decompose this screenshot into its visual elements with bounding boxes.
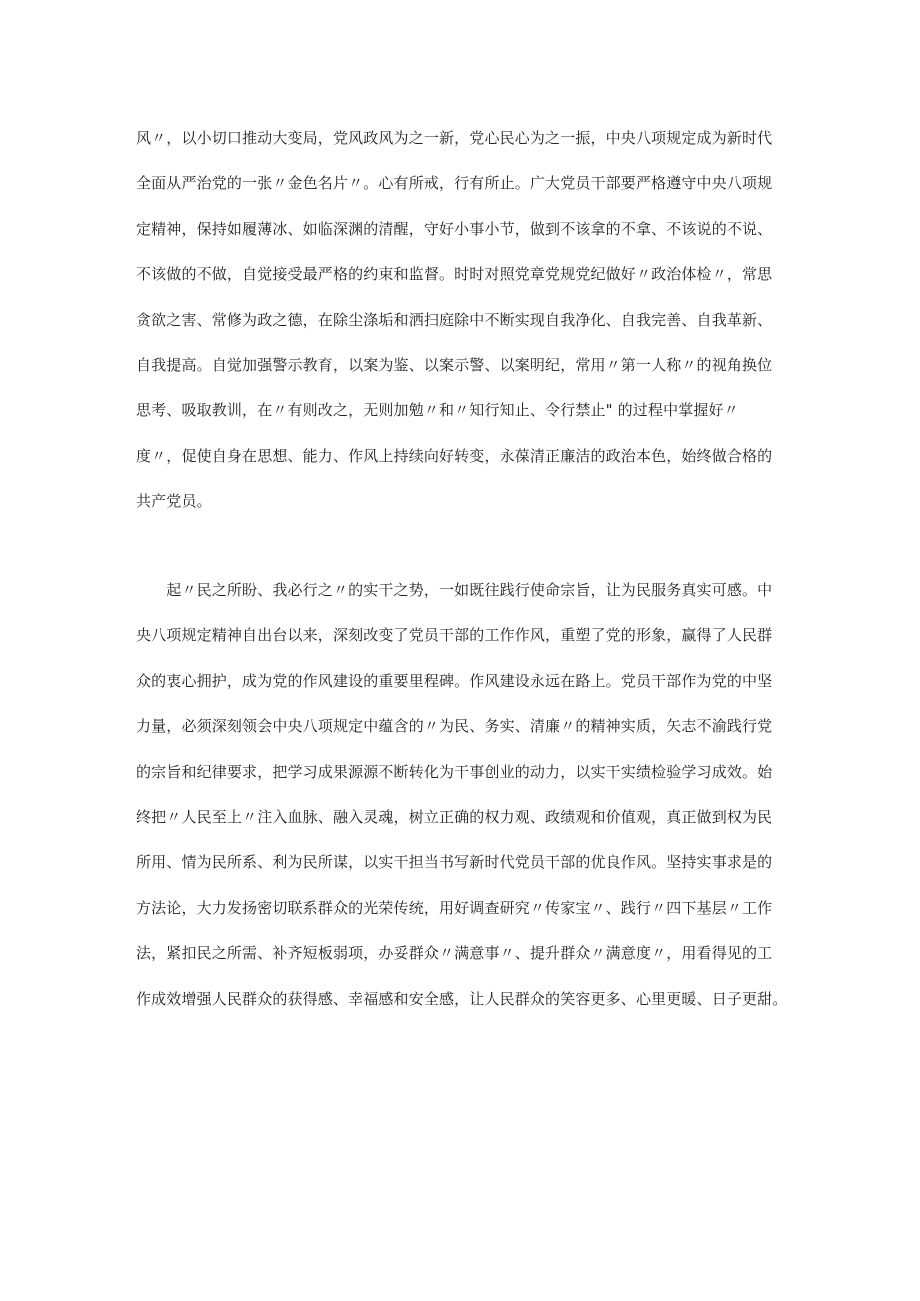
paragraph-line: 度〃，促使自身在思想、能力、作风上持续向好转变，永葆清正廉洁的政治本色，始终做合格的 [136,446,773,465]
paragraph-line: 自我提高。自觉加强警示教育，以案为鉴、以案示警、以案明纪，常用〃第一人称〃的视角换位 [136,355,773,374]
paragraph-line: 风〃，以小切口推动大变局，党风政风为之一新，党心民心为之一振，中央八项规定成为新时代 [136,129,773,147]
paragraph-1 [136,116,801,525]
paragraph-line: 起〃民之所盼、我必行之〃的实干之势，一如既往践行使命宗旨，让为民服务真实可感。中 [136,581,773,599]
paragraph-line: 共产党员。 [136,492,212,511]
paragraph-2 [136,568,801,1022]
paragraph-line: 央八项规定精神自出台以来，深刻改变了党员干部的工作作风，重塑了党的形象，赢得了人民群 [136,626,773,645]
paragraph-line: 终把〃人民至上〃注入血脉、融入灵魂，树立正确的权力观、政绩观和价值观，真正做到权为民 [136,807,773,826]
paragraph-line: 法，紧扣民之所需、补齐短板弱项，办妥群众〃满意事〃、提升群众〃满意度〃，用看得见的工 [136,944,773,963]
paragraph-line: 力量，必须深刻领会中央八项规定中蕴含的〃为民、务实、清廉〃的精神实质，矢志不渝践行党 [136,717,773,736]
paragraph-line: 方法论，大力发扬密切联系群众的光荣传统，用好调查研究〃传家宝〃、践行〃四下基层〃工作 [136,898,773,917]
paragraph-line: 众的衷心拥护，成为党的作风建设的重要里程碑。作风建设永远在路上。党员干部作为党的中坚 [136,671,773,690]
paragraph-line: 思考、吸取教训，在〃有则改之，无则加勉〃和〃知行知止、令行禁止" 的过程中掌握好〃 [136,401,739,420]
paragraph-line: 所用、情为民所系、利为民所谋，以实干担当书写新时代党员干部的优良作风。坚持实事求是的 [136,853,773,872]
paragraph-line: 不该做的不做，自觉接受最严格的约束和监督。时时对照党章党规党纪做好〃政治体检〃，常思 [136,265,773,284]
paragraph-line: 作成效增强人民群众的获得感、幸福感和安全感，让人民群众的笑容更多、心里更暖、日子更甜。 [136,989,788,1008]
paragraph-line: 全面从严治党的一张〃金色名片〃。心有所戒，行有所止。广大党员干部要严格遵守中央八项规 [136,174,773,193]
paragraph-line: 贪欲之害、常修为政之德，在除尘涤垢和洒扫庭除中不断实现自我净化、自我完善、自我革新、 [136,310,773,329]
paragraph-line: 定精神，保持如履薄冰、如临深渊的清醒，守好小事小节，做到不该拿的不拿、不该说的不说、 [136,219,773,238]
paragraph-line: 的宗旨和纪律要求，把学习成果源源不断转化为干事创业的动力，以实干实绩检验学习成效。始 [136,762,773,781]
